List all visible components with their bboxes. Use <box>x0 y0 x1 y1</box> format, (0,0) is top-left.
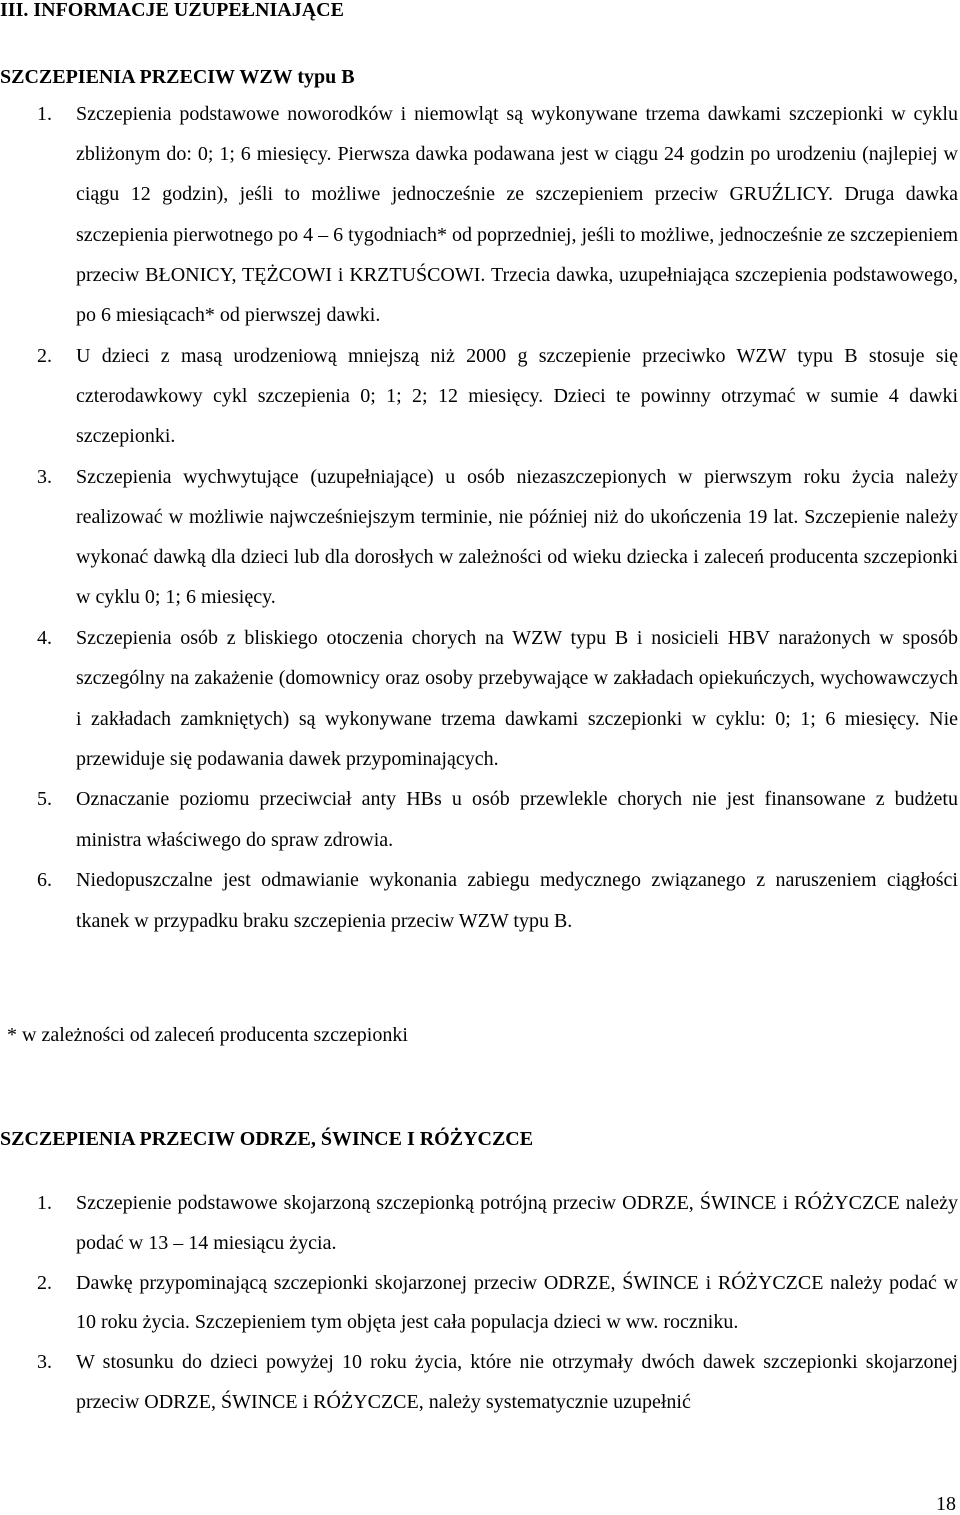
list-item-text: U dzieci z masą urodzeniową mniejszą niż 2000 g szczepienie przeciwko WZW typu B stosuje się czterodawkowy cykl szczepienia 0; 1; 2; 12 miesięcy. Dzieci te powinny otrzymać w sumie 4 dawki szczepionki. <box>76 344 958 448</box>
list-item-number: 5. <box>37 788 52 811</box>
section-title-mmr: SZCZEPIENIA PRZECIW ODRZE, ŚWINCE I RÓŻYCZCE <box>0 1128 534 1150</box>
list-item-number: 4. <box>37 627 52 650</box>
list-item-text: Szczepienia osób z bliskiego otoczenia chorych na WZW typu B i nosicieli HBV narażonych w sposób szczególny na zakażenie (domownicy oraz osoby przebywające w zakładach opiekuńczych, wychowawczych i zakładach zamkniętych) są wykonywane trzema dawkami szczepionki w cyklu: 0; 1; 6 miesięcy. Nie przewiduje się podawania dawek przypominających. <box>76 627 958 770</box>
list-item <box>0 94 958 335</box>
list-item-text: W stosunku do dzieci powyżej 10 roku życia, które nie otrzymały dwóch dawek szczepionki skojarzonej przeciw ODRZE, ŚWINCE i RÓŻYCZCE, należy systematycznie uzupełnić <box>76 1351 958 1413</box>
page-number: 18 <box>936 1493 956 1515</box>
list-item-text: Szczepienie podstawowe skojarzoną szczepionką potrójną przeciw ODRZE, ŚWINCE i RÓŻYCZCE należy podać w 13 – 14 miesiącu życia. <box>76 1192 958 1254</box>
list-item-number: 3. <box>37 1351 52 1374</box>
list-item-number: 1. <box>37 103 52 125</box>
list-item-number: 2. <box>37 344 52 367</box>
list-item <box>0 336 958 457</box>
list-item <box>0 1184 958 1263</box>
list-item-number: 6. <box>37 869 52 892</box>
list-item-text: Szczepienia wychwytujące (uzupełniające) u osób niezaszczepionych w pierwszym roku życia należy realizować w możliwie najwcześniejszym terminie, nie później niż do ukończenia 19 lat. Szczepienie należy wykonać dawką dla dzieci lub dla dorosłych w zależności od wieku dziecka i zaleceń producenta szczepionki w cyklu 0; 1; 6 miesięcy. <box>76 465 958 609</box>
list-item <box>0 618 958 779</box>
mmr-list <box>0 1184 958 1423</box>
list-item <box>0 1264 958 1343</box>
footnote: * w zależności od zaleceń producenta szczepionki <box>7 1024 408 1046</box>
list-item <box>0 860 958 940</box>
list-item-text: Szczepienia podstawowe noworodków i niemowląt są wykonywane trzema dawkami szczepionki w cyklu zbliżonym do: 0; 1; 6 miesięcy. Pierwsza dawka podawana jest w ciągu 24 godzin po urodzeniu (najlepiej w ciągu 12 godzin), jeśli to możliwe jednocześnie ze szczepieniem przeciw GRUŹLICY. Druga dawka szczepienia pierwotnego po 4 – 6 tygodniach* od poprzedniej, jeśli to możliwe, jednocześnie ze szczepieniem przeciw BŁONICY, TĘŻCOWI i KRZTUŚCOWI. Trzecia dawka, uzupełniająca szczepienia podstawowego, po 6 miesiącach* od pierwszej dawki. <box>76 103 958 327</box>
list-item <box>0 779 958 859</box>
list-item-text: Oznaczanie poziomu przeciwciał anty HBs u osób przewlekle chorych nie jest finansowane z budżetu ministra właściwego do spraw zdrowia. <box>76 788 958 851</box>
list-item-number: 1. <box>37 1192 52 1214</box>
list-item-number: 2. <box>37 1271 52 1294</box>
list-item-text: Dawkę przypominającą szczepionki skojarzonej przeciw ODRZE, ŚWINCE i RÓŻYCZCE należy podać w 10 roku życia. Szczepieniem tym objęta jest cała populacja dzieci w ww. roczniku. <box>76 1271 958 1334</box>
list-item <box>0 457 958 618</box>
list-item <box>0 1343 958 1422</box>
section-title-wzw-b: SZCZEPIENIA PRZECIW WZW typu B <box>0 66 355 88</box>
list-item-number: 3. <box>37 465 52 488</box>
part-title: III. INFORMACJE UZUPEŁNIAJĄCE <box>0 0 344 21</box>
list-item-text: Niedopuszczalne jest odmawianie wykonania zabiegu medycznego związanego z naruszeniem ciągłości tkanek w przypadku braku szczepienia przeciw WZW typu B. <box>76 869 958 932</box>
wzw-b-list <box>0 94 958 941</box>
